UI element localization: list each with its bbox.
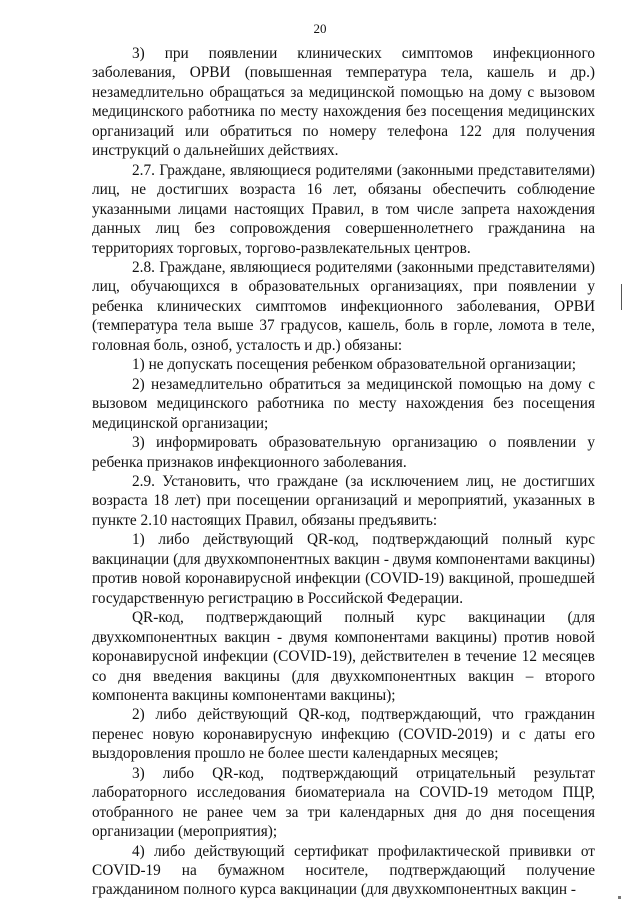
paragraph-2-9-item-2: 2) либо действующий QR-код, подтверждающий, что гражданин перенес новую коронавирусную инфекцию (COVID-2019) и с даты его выздоровления прошло не более шести календарных месяцев; xyxy=(92,706,595,763)
paragraph-2-7: 2.7. Граждане, являющиеся родителями (законными представителями) лиц, не достигших возраста 16 лет, обязаны обеспечить соблюдение указанными лицами настоящих Правил, в том числе запрета нахождения данных лиц без сопровождения совершеннолетнего гражданина на территориях торговых, торгово-развлекательных центров. xyxy=(92,161,595,257)
paragraph-2-8-item-3: 3) информировать образовательную организацию о появлении у ребенка признаков инфекционного заболевания. xyxy=(92,434,595,471)
paragraph-2-9-item-4: 4) либо действующий сертификат профилактической прививки от COVID-19 на бумажном носителе, подтверждающий получение гражданином полного курса вакцинации (для двухкомпонентных вакцин - xyxy=(92,842,595,899)
paragraph-2-8: 2.8. Граждане, являющиеся родителями (законными представителями) лиц, обучающихся в образовательных организациях, при появлении у ребенка клинических симптомов инфекционного заболевания, ОРВИ (температура тела выше 37 градусов, кашель, боль в горле, ломота в теле, головная боль, озноб, усталость и др.) обязаны: xyxy=(92,258,595,354)
margin-mark xyxy=(621,284,622,310)
scan-dot xyxy=(618,896,621,899)
paragraph-2-9: 2.9. Установить, что граждане (за исключением лиц, не достигших возраста 18 лет) при посещении организаций и мероприятий, указанных в пункте 2.10 настоящих Правил, обязаны предъявить: xyxy=(92,472,595,529)
paragraph-item-3: 3) при появлении клинических симптомов инфекционного заболевания, ОРВИ (повышенная температура тела, кашель и др.) незамедлительно обращаться за медицинской помощью на дому с вызовом медицинского работника по месту нахождения без посещения медицинских организаций или обратиться по номеру телефона 122 для получения инструкций о дальнейших действиях. xyxy=(92,45,595,160)
paragraph-2-9-item-1: 1) либо действующий QR-код, подтверждающий полный курс вакцинации (для двухкомпонентных вакцин - двумя компонентами вакцины) против новой коронавирусной инфекции (COVID-19) вакциной, прошедшей государственную регистрацию в Российской Федерации. xyxy=(92,531,595,607)
paragraph-2-8-item-1: 1) не допускать посещения ребенком образовательной организации; xyxy=(132,356,576,374)
paragraph-qr-validity: QR-код, подтверждающий полный курс вакцинации (для двухкомпонентных вакцин - двумя компонентами вакцины) против новой коронавирусной инфекции (COVID-19), действителен в течение 12 месяцев со дня введения вакцины (для двухкомпонентных вакцин – второго компонента вакцины компонентами вакцины); xyxy=(92,609,595,704)
document-body xyxy=(92,44,595,900)
paragraph-2-9-item-3: 3) либо QR-код, подтверждающий отрицательный результат лабораторного исследования биоматериала на COVID-19 методом ПЦР, отобранного не ранее чем за три календарных дня до дня посещения организации (мероприятия); xyxy=(92,764,595,841)
page-number: 20 xyxy=(313,21,327,36)
paragraph-2-8-item-2: 2) незамедлительно обратиться за медицинской помощью на дому с вызовом медицинского работника по месту нахождения без посещения медицинской организации; xyxy=(92,375,595,432)
